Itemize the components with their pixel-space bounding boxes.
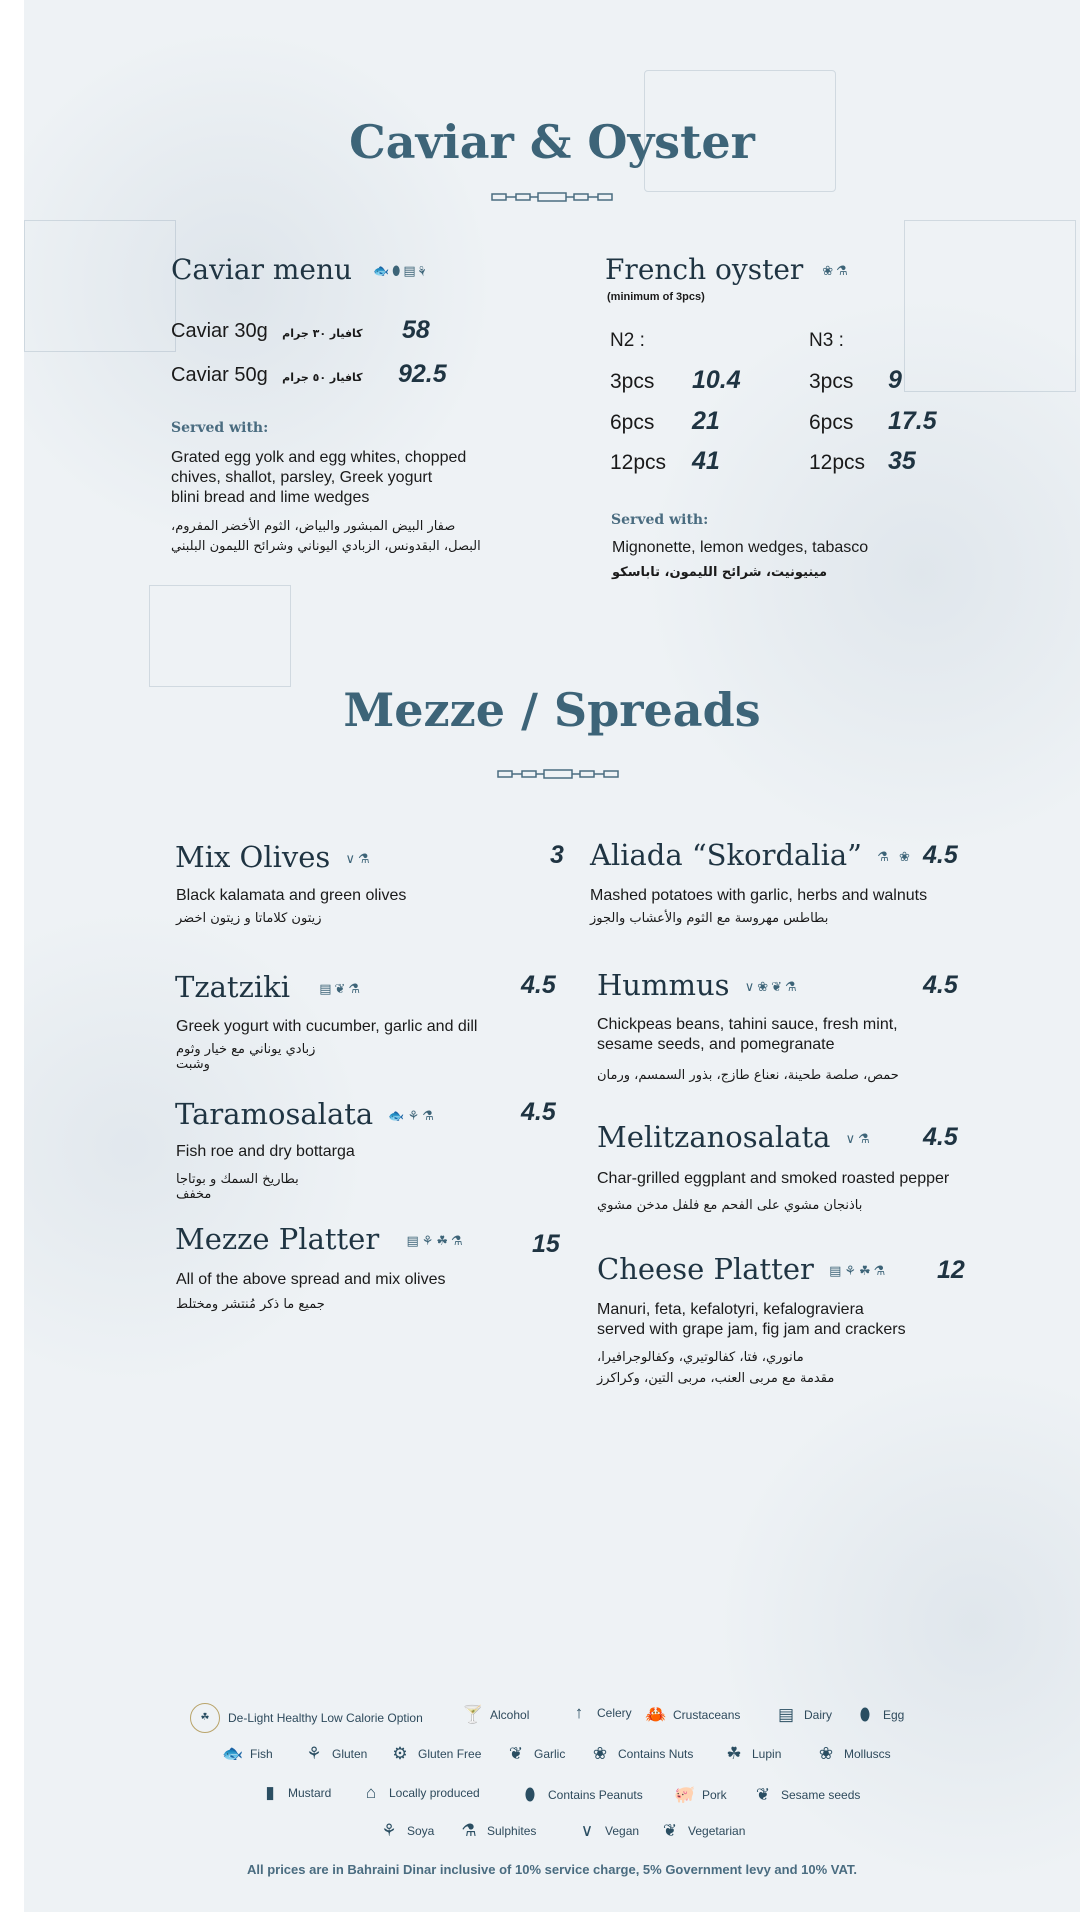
legend-local: ⌂ Locally produced bbox=[361, 1783, 480, 1803]
melitzanosalata-title: Melitzanosalata ∨⚗ bbox=[597, 1120, 873, 1154]
oyster-served-text: Mignonette, lemon wedges, tabasco bbox=[612, 539, 869, 556]
oyster-n3-label: N3 : bbox=[809, 330, 844, 351]
legend-fish: 🐟 Fish bbox=[222, 1744, 273, 1763]
caviar-menu-heading: Caviar menu 🐟⬮▤⚘ bbox=[171, 253, 429, 286]
oyster-served-label: Served with: bbox=[611, 512, 709, 528]
melitzanosalata-icons: ∨⚗ bbox=[845, 1131, 873, 1147]
mustard-icon: ▮ bbox=[265, 1783, 275, 1802]
melitzanosalata-price: 4.5 bbox=[923, 1123, 958, 1151]
legend-delight: ☘ De-Light Healthy Low Calorie Option bbox=[190, 1703, 423, 1733]
oyster-n3-qty-3: 3pcs bbox=[809, 370, 854, 393]
background-sketch-columns bbox=[24, 220, 176, 352]
oyster-heading: French oyster ❀⚗ bbox=[605, 253, 851, 286]
taramosalata-desc: Fish roe and dry bottarga bbox=[176, 1143, 355, 1160]
caviar-50g-price: 92.5 bbox=[398, 360, 447, 388]
oyster-n3-price-3: 9 bbox=[888, 366, 902, 394]
sesame-icon: ❦ bbox=[755, 1785, 771, 1804]
cheese-platter-arabic-2: مقدمة مع مربى العنب، مربى التين، وكراكرز bbox=[597, 1371, 835, 1386]
oyster-n2-label: N2 : bbox=[610, 330, 645, 351]
legend-gluten-free: ⚙ Gluten Free bbox=[390, 1744, 481, 1764]
legend-garlic: ❦ Garlic bbox=[506, 1744, 565, 1764]
garlic-icon: ❦ bbox=[508, 1744, 524, 1763]
caviar-served-label: Served with: bbox=[171, 420, 269, 436]
cheese-platter-arabic-1: مانوري، فتا، كفالوتيري، وكفالوجرافيرا، bbox=[597, 1350, 804, 1365]
tzatziki-desc: Greek yogurt with cucumber, garlic and dill bbox=[176, 1018, 478, 1035]
oyster-n2-qty-6: 6pcs bbox=[610, 411, 655, 434]
caviar-oyster-title: Caviar & Oyster bbox=[349, 115, 755, 169]
caviar-served-arabic-2: البصل، البقدونس، الزبادي اليوناني وشرائح الليمون البلبني bbox=[171, 539, 481, 554]
cheese-platter-icons: ▤⚘☘⚗ bbox=[829, 1263, 889, 1279]
caviar-item-30g: Caviar 30g كافيار ٣٠ جرام bbox=[171, 320, 363, 342]
caviar-served-line-1: Grated egg yolk and egg whites, chopped bbox=[171, 449, 467, 466]
menu-page bbox=[24, 0, 1080, 1912]
oyster-n2-price-12: 41 bbox=[692, 447, 720, 475]
legend-sulphites: ⚗ Sulphites bbox=[459, 1821, 536, 1841]
mix-olives-title: Mix Olives ∨⚗ bbox=[175, 840, 373, 874]
mezze-title: Mezze / Spreads bbox=[343, 683, 761, 737]
oyster-n2-price-3: 10.4 bbox=[692, 366, 741, 394]
mix-olives-desc: Black kalamata and green olives bbox=[176, 887, 407, 904]
egg-icon: ⬮ bbox=[859, 1705, 871, 1724]
oyster-n3-price-6: 17.5 bbox=[888, 407, 937, 435]
tzatziki-arabic: زبادي يوناني مع خيار وثوم وشبت bbox=[176, 1042, 316, 1072]
gluten-icon: ⚘ bbox=[306, 1744, 322, 1763]
background-sketch-ruins bbox=[149, 585, 291, 687]
celery-icon: ↑ bbox=[574, 1703, 584, 1722]
mezze-platter-desc: All of the above spread and mix olives bbox=[176, 1271, 446, 1288]
oyster-n2-qty-3: 3pcs bbox=[610, 370, 655, 393]
caviar-served-arabic-1: صفار البيض المبشور والبياض، الثوم الأخضر المفروم، bbox=[171, 519, 456, 534]
legend-dairy: ▤ Dairy bbox=[777, 1705, 833, 1724]
sulphites-icon: ⚗ bbox=[461, 1821, 477, 1840]
crustaceans-icon: 🦀 bbox=[645, 1705, 667, 1724]
molluscs-icon: ❀ bbox=[818, 1744, 834, 1763]
fish-icon: 🐟 bbox=[222, 1744, 244, 1763]
oyster-n2-price-6: 21 bbox=[692, 407, 720, 435]
hummus-desc-1: Chickpeas beans, tahini sauce, fresh mint, bbox=[597, 1016, 898, 1033]
dairy-icon: ▤ bbox=[777, 1705, 795, 1724]
cheese-platter-desc-1: Manuri, feta, kefalotyri, kefalograviera bbox=[597, 1301, 864, 1318]
skordalia-price: 4.5 bbox=[923, 841, 958, 869]
legend-molluscs: ❀ Molluscs bbox=[816, 1744, 891, 1764]
ornament-divider-icon bbox=[496, 767, 620, 781]
taramosalata-price: 4.5 bbox=[521, 1098, 556, 1126]
vegetarian-icon: ❦ bbox=[662, 1821, 678, 1840]
skordalia-title: Aliada “Skordalia” ⚗ ❀ bbox=[590, 838, 913, 872]
taramosalata-icons: 🐟⚘⚗ bbox=[388, 1108, 437, 1124]
caviar-allergen-icons: 🐟⬮▤⚘ bbox=[372, 264, 429, 279]
mix-olives-arabic: زيتون كلاماتا و زيتون اخضر bbox=[176, 911, 322, 926]
cheese-platter-desc-2: served with grape jam, fig jam and crackers bbox=[597, 1321, 906, 1338]
legend-peanuts: ⬮ Contains Peanuts bbox=[520, 1785, 643, 1805]
caviar-item-50g: Caviar 50g كافيار ٥٠ جرام bbox=[171, 364, 363, 386]
taramosalata-title: Taramosalata 🐟⚘⚗ bbox=[175, 1097, 437, 1131]
mezze-platter-price: 15 bbox=[532, 1230, 560, 1258]
oyster-allergen-icons: ❀⚗ bbox=[822, 264, 851, 279]
hummus-desc-2: sesame seeds, and pomegranate bbox=[597, 1036, 835, 1053]
legend-egg: ⬮ Egg bbox=[855, 1705, 904, 1725]
price-footer-note: All prices are in Bahraini Dinar inclusive of 10% service charge, 5% Government levy and 10% VAT. bbox=[246, 1862, 858, 1877]
taramosalata-arabic: بطاريخ السمك و بوتاجا مخفف bbox=[176, 1172, 299, 1202]
oyster-n3-price-12: 35 bbox=[888, 447, 916, 475]
hummus-title: Hummus ∨❀❦⚗ bbox=[597, 968, 800, 1002]
legend-lupin: ☘ Lupin bbox=[724, 1744, 781, 1764]
oyster-served-arabic: مينيونيت، شرائح الليمون، تاباسكو bbox=[612, 565, 828, 580]
legend-pork: 🐖 Pork bbox=[674, 1785, 727, 1804]
caviar-30g-price: 58 bbox=[402, 316, 430, 344]
legend-vegan: ∨ Vegan bbox=[577, 1821, 639, 1841]
ornament-divider-icon bbox=[490, 190, 614, 204]
delight-icon: ☘ bbox=[190, 1703, 220, 1733]
oyster-n3-qty-6: 6pcs bbox=[809, 411, 854, 434]
skordalia-icons: ⚗ ❀ bbox=[877, 849, 913, 865]
cheese-platter-price: 12 bbox=[937, 1256, 965, 1284]
cheese-platter-title: Cheese Platter ▤⚘☘⚗ bbox=[597, 1252, 889, 1286]
gluten-free-icon: ⚙ bbox=[392, 1744, 408, 1763]
mezze-platter-icons: ▤⚘☘⚗ bbox=[406, 1233, 466, 1249]
legend-celery: ↑ Celery bbox=[569, 1703, 632, 1723]
lupin-icon: ☘ bbox=[726, 1744, 742, 1763]
legend-vegetarian: ❦ Vegetarian bbox=[660, 1821, 745, 1841]
vegan-icon: ∨ bbox=[580, 1821, 594, 1840]
caviar-served-line-3: blini bread and lime wedges bbox=[171, 489, 370, 506]
nuts-icon: ❀ bbox=[592, 1744, 608, 1763]
soya-icon: ⚘ bbox=[381, 1821, 397, 1840]
oyster-n2-qty-12: 12pcs bbox=[610, 451, 667, 474]
mix-olives-icons: ∨⚗ bbox=[345, 851, 373, 867]
legend-mustard: ▮ Mustard bbox=[260, 1783, 331, 1803]
pork-icon: 🐖 bbox=[674, 1785, 696, 1804]
background-sketch-columns-right bbox=[904, 220, 1076, 392]
local-icon: ⌂ bbox=[365, 1783, 377, 1802]
melitzanosalata-desc: Char-grilled eggplant and smoked roasted pepper bbox=[597, 1170, 950, 1187]
mezze-platter-arabic: جميع ما ذكر مُنتشر ومختلط bbox=[176, 1297, 325, 1312]
mezze-platter-title: Mezze Platter ▤⚘☘⚗ bbox=[175, 1222, 466, 1256]
hummus-price: 4.5 bbox=[923, 971, 958, 999]
oyster-n3-qty-12: 12pcs bbox=[809, 451, 866, 474]
legend-crustaceans: 🦀 Crustaceans bbox=[645, 1705, 741, 1724]
hummus-arabic: حمص، صلصة طحينة، نعناع طازج، بذور السمسم، ورمان bbox=[597, 1068, 899, 1083]
skordalia-arabic: بطاطس مهروسة مع الثوم والأعشاب والجوز bbox=[590, 911, 829, 926]
legend-gluten: ⚘ Gluten bbox=[304, 1744, 367, 1764]
alcohol-icon: 🍸 bbox=[462, 1705, 484, 1724]
legend-nuts: ❀ Contains Nuts bbox=[590, 1744, 693, 1764]
tzatziki-icons: ▤❦⚗ bbox=[319, 981, 364, 997]
caviar-served-line-2: chives, shallot, parsley, Greek yogurt bbox=[171, 469, 433, 486]
tzatziki-title: Tzatziki ▤❦⚗ bbox=[175, 970, 364, 1004]
legend-alcohol: 🍸 Alcohol bbox=[462, 1705, 530, 1724]
legend-soya: ⚘ Soya bbox=[379, 1821, 434, 1841]
hummus-icons: ∨❀❦⚗ bbox=[744, 979, 800, 995]
mix-olives-price: 3 bbox=[550, 841, 564, 869]
oyster-minimum-note: (minimum of 3pcs) bbox=[607, 291, 705, 303]
skordalia-desc: Mashed potatoes with garlic, herbs and walnuts bbox=[590, 887, 928, 904]
legend-sesame: ❦ Sesame seeds bbox=[753, 1785, 860, 1805]
melitzanosalata-arabic: باذنجان مشوي على الفحم مع فلفل مدخن مشوي bbox=[597, 1198, 863, 1213]
tzatziki-price: 4.5 bbox=[521, 971, 556, 999]
peanut-icon: ⬮ bbox=[524, 1785, 536, 1804]
